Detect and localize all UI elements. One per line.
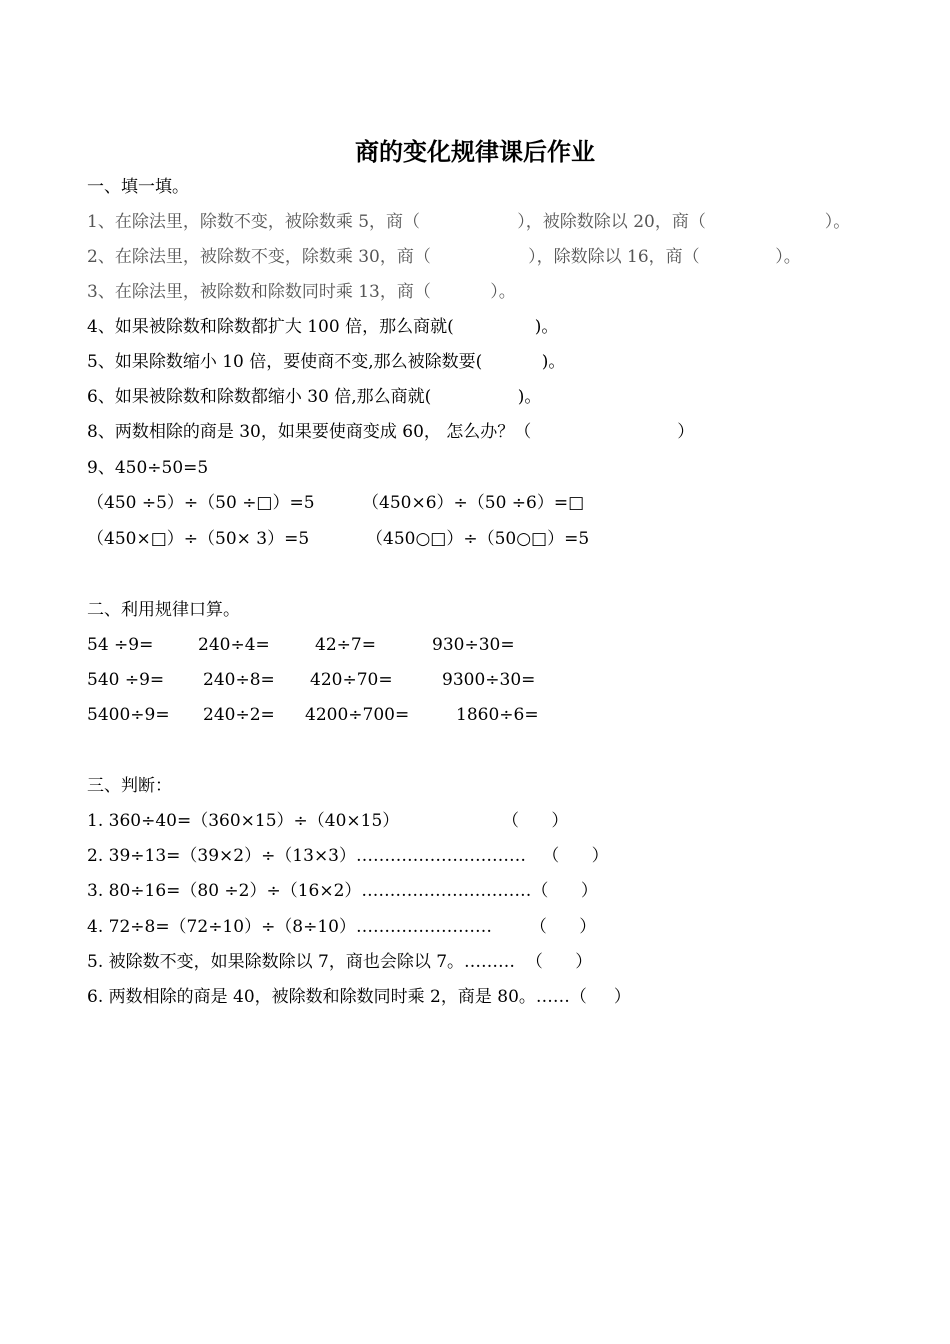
question-1: 1、在除法里，除数不变，被除数乘 5，商（ ），被除数除以 20，商（ ）。 — [87, 212, 851, 232]
page-title: 商的变化规律课后作业 — [355, 138, 595, 166]
question-9-part-a: （450 ÷5）÷（50 ÷□）=5 — [87, 493, 315, 513]
calc-item: 930÷30= — [432, 635, 515, 655]
judge-item: 6. 两数相除的商是 40，被除数和除数同时乘 2，商是 80。……（ ） — [87, 987, 631, 1007]
calc-item: 420÷70= — [310, 670, 393, 690]
judge-item: 3. 80÷16=（80 ÷2）÷（16×2）…………………………（ ） — [87, 881, 598, 901]
calc-item: 42÷7= — [315, 635, 376, 655]
question-9-part-d: （450○□）÷（50○□）=5 — [366, 529, 590, 549]
calc-item: 540 ÷9= — [87, 670, 165, 690]
calc-item: 240÷8= — [203, 670, 275, 690]
question-5: 5、如果除数缩小 10 倍，要使商不变,那么被除数要( )。 — [87, 352, 566, 372]
judge-item: 5. 被除数不变，如果除数除以 7，商也会除以 7。……… （ ） — [87, 952, 593, 972]
question-9-part-b: （450×6）÷（50 ÷6）=□ — [362, 493, 585, 513]
judge-item: 2. 39÷13=（39×2）÷（13×3）………………………… （ ） — [87, 846, 609, 866]
calc-item: 4200÷700= — [305, 705, 410, 725]
question-9: 9、450÷50=5 — [87, 458, 209, 478]
calc-item: 9300÷30= — [442, 670, 536, 690]
judge-item: 1. 360÷40=（360×15）÷（40×15） （ ） — [87, 811, 569, 831]
question-9-part-c: （450×□）÷（50× 3）=5 — [87, 529, 310, 549]
question-3: 3、在除法里，被除数和除数同时乘 13，商（ ）。 — [87, 282, 516, 302]
calc-item: 240÷4= — [198, 635, 270, 655]
section3-heading: 三、判断： — [87, 776, 172, 796]
calc-item: 1860÷6= — [456, 705, 539, 725]
calc-item: 240÷2= — [203, 705, 275, 725]
question-2: 2、在除法里，被除数不变，除数乘 30，商（ ），除数除以 16，商（ ）。 — [87, 247, 801, 267]
question-8: 8、两数相除的商是 30，如果要使商变成 60， 怎么办？（ ） — [87, 422, 695, 442]
question-6: 6、如果被除数和除数都缩小 30 倍,那么商就( )。 — [87, 387, 542, 407]
section2-heading: 二、利用规律口算。 — [87, 600, 240, 620]
question-4: 4、如果被除数和除数都扩大 100 倍，那么商就( )。 — [87, 317, 559, 337]
section1-heading: 一、填一填。 — [87, 177, 189, 197]
calc-item: 5400÷9= — [87, 705, 170, 725]
judge-item: 4. 72÷8=（72÷10）÷（8÷10）…………………… （ ） — [87, 917, 597, 937]
calc-item: 54 ÷9= — [87, 635, 154, 655]
